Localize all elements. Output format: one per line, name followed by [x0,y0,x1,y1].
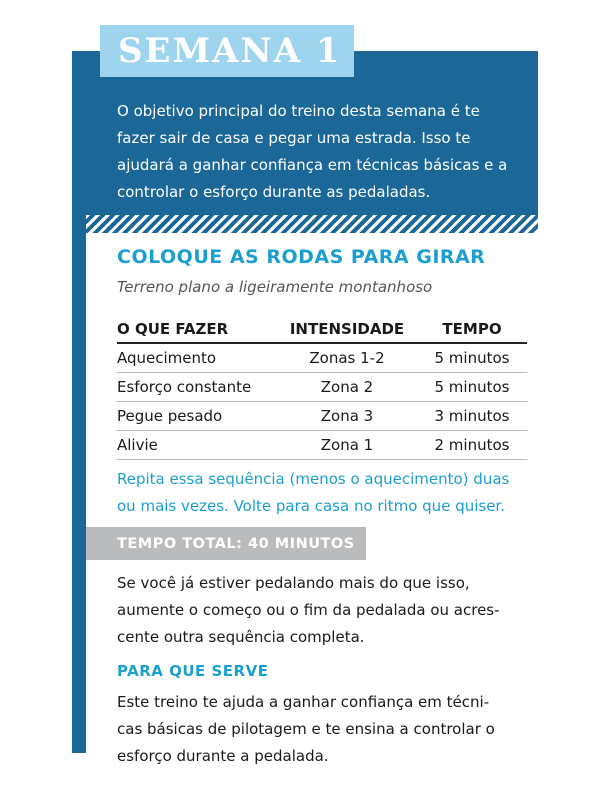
purpose-line: cas básicas de pilotagem e te ensina a controlar o [117,720,495,738]
header-intensity: INTENSIDADE [289,320,405,338]
intro-line: ajudará a ganhar confiança em técnicas básicas e a [117,156,508,174]
cell-time: 5 minutos [434,349,510,367]
cell-intensity: Zona 1 [320,436,374,454]
extra-line: Se você já estiver pedalando mais do que isso, [117,574,470,592]
cell-intensity: Zona 3 [320,407,374,425]
cell-activity: Aquecimento [117,349,217,367]
extra-line: cente outra sequência completa. [117,628,365,646]
hatch-divider [86,215,538,233]
note-line: Repita essa sequência (menos o aquecimento) duas [117,470,510,488]
repeat-note [117,466,537,520]
workout-table [117,316,527,460]
table-row [117,344,527,373]
note-line: ou mais vezes. Volte para casa no ritmo que quiser. [117,497,505,515]
intro-line: O objetivo principal do treino desta semana é te [117,102,480,120]
cell-intensity: Zona 2 [320,378,374,396]
purpose-paragraph [117,689,527,770]
intro-line: fazer sair de casa e pegar uma estrada. Isso te [117,129,471,147]
section-title: COLOQUE AS RODAS PARA GIRAR [117,246,486,268]
table-row [117,373,527,402]
extra-paragraph [117,570,527,651]
header-what: O QUE FAZER [117,320,229,338]
page-title: SEMANA 1 [118,31,342,71]
table-row [117,402,527,431]
cell-activity: Pegue pesado [117,407,223,425]
intro-line: controlar o esforço durante as pedaladas. [117,183,431,201]
purpose-line: esforço durante a pedalada. [117,747,329,765]
total-time-banner [86,527,366,560]
section-subtitle: Terreno plano a ligeiramente montanhoso [117,278,433,296]
cell-time: 2 minutos [434,436,510,454]
cell-time: 5 minutos [434,378,510,396]
cell-time: 3 minutos [434,407,510,425]
cell-activity: Esforço constante [117,378,252,396]
purpose-line: Este treino te ajuda a ganhar confiança em técni- [117,693,490,711]
extra-line: aumente o começo ou o fim da pedalada ou acres- [117,601,500,619]
table-row [117,431,527,460]
cell-activity: Alivie [117,436,158,454]
table-header [117,316,527,344]
week-title-badge [100,25,354,77]
purpose-heading: PARA QUE SERVE [117,662,269,680]
header-time: TEMPO [442,320,502,338]
total-time-label: TEMPO TOTAL: 40 MINUTOS [117,535,355,552]
left-accent-bar [72,233,86,753]
cell-intensity: Zonas 1-2 [309,349,385,367]
intro-text [117,98,522,206]
